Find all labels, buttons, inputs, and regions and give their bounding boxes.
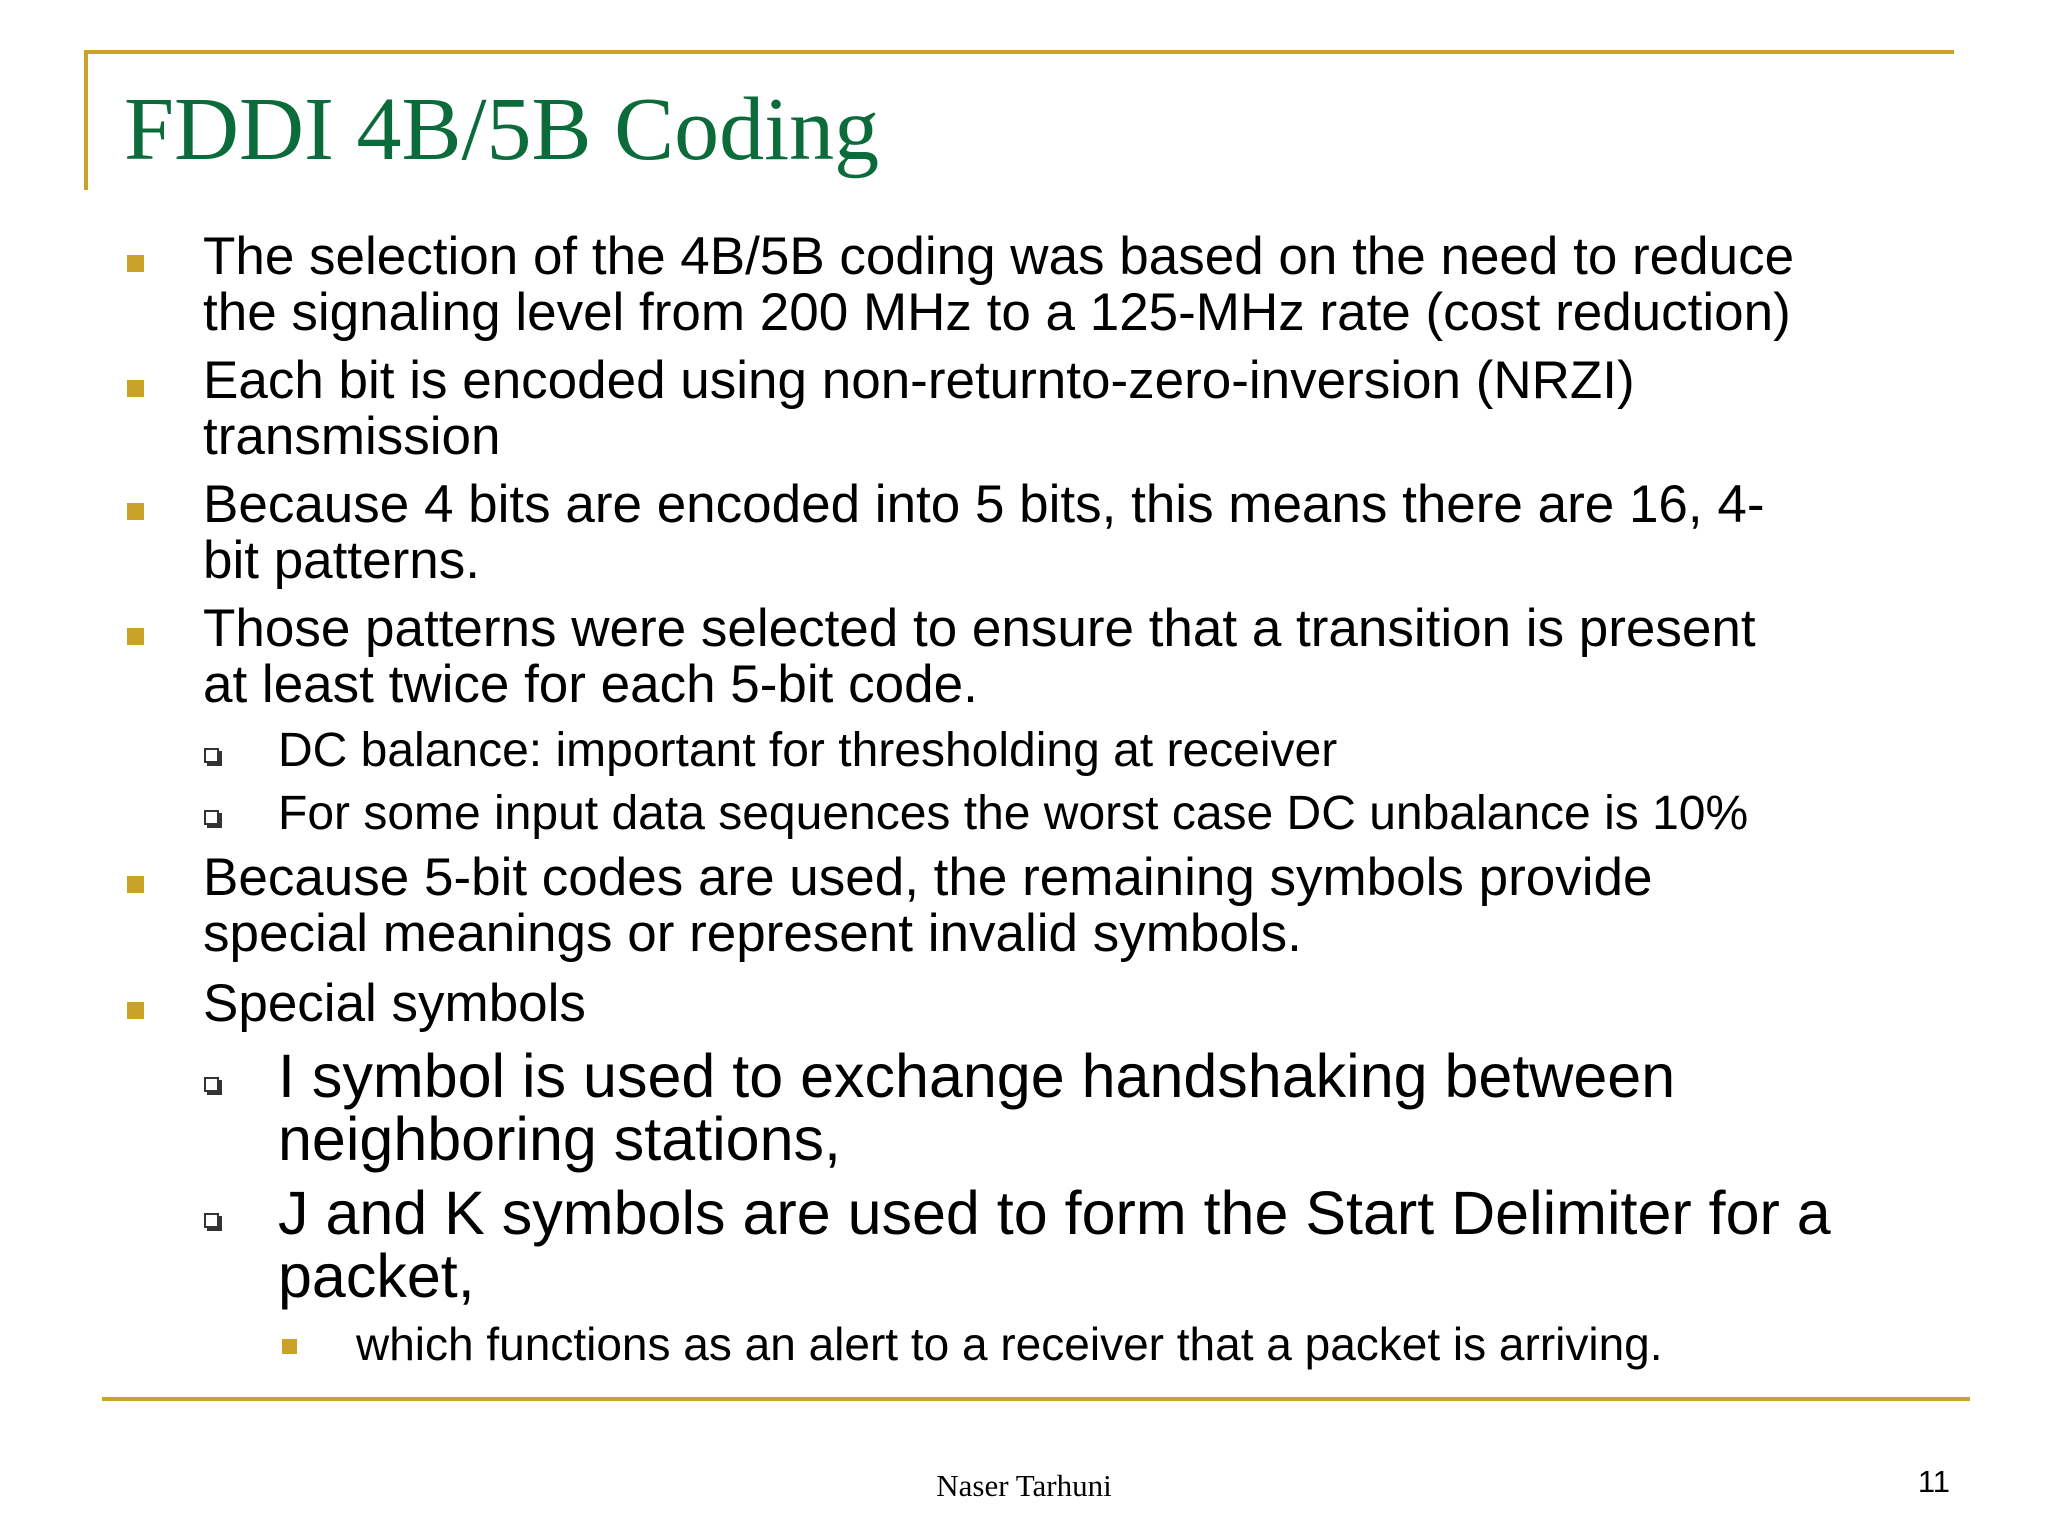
bullet-text-line: Each bit is encoded using non-returnto-zero-inversion (NRZI) — [203, 351, 1635, 410]
page-number: 11 — [1917, 1464, 1950, 1499]
square-bullet-icon — [127, 1002, 144, 1019]
sub-bullet-text-line: DC balance: important for thresholding at receiver — [278, 724, 1338, 777]
sub-bullet-text-line: I symbol is used to exchange handshaking between — [278, 1042, 1676, 1110]
sub-bullet-text-line: packet, — [278, 1242, 475, 1310]
slide-title: FDDI 4B/5B Coding — [124, 80, 880, 179]
square-bullet-icon — [127, 503, 144, 520]
hollow-square-bullet-icon — [204, 748, 219, 763]
bullet-text-line: at least twice for each 5-bit code. — [203, 655, 978, 714]
sub-bullet-text-line: neighboring stations, — [278, 1105, 841, 1173]
hollow-square-bullet-icon — [204, 1077, 219, 1092]
sub-bullet-text-line: J and K symbols are used to form the Start Delimiter for a — [278, 1179, 1831, 1247]
sub-bullet-text-line: For some input data sequences the worst case DC unbalance is 10% — [278, 787, 1749, 840]
hollow-square-bullet-icon — [204, 810, 219, 825]
bullet-text-line: Because 4 bits are encoded into 5 bits, this means there are 16, 4- — [203, 475, 1765, 534]
square-bullet-icon — [282, 1339, 297, 1354]
bullet-text-line: The selection of the 4B/5B coding was based on the need to reduce — [203, 227, 1795, 286]
bullet-text-line: Those patterns were selected to ensure that a transition is present — [203, 599, 1756, 658]
square-bullet-icon — [127, 255, 144, 272]
bullet-text-line: transmission — [203, 407, 501, 466]
bullet-text-line: Because 5-bit codes are used, the remaining symbols provide — [203, 848, 1653, 907]
bullet-text-line: the signaling level from 200 MHz to a 125-MHz rate (cost reduction) — [203, 283, 1791, 342]
bullet-text-line: special meanings or represent invalid symbols. — [203, 904, 1302, 963]
bullet-text-line: Special symbols — [203, 974, 586, 1033]
hollow-square-bullet-icon — [204, 1213, 219, 1228]
bullet-text-line: bit patterns. — [203, 531, 480, 590]
bottom-rule — [102, 1397, 1970, 1401]
sub-sub-bullet-text-line: which functions as an alert to a receiver that a packet is arriving. — [356, 1318, 1663, 1370]
footer-author: Naser Tarhuni — [936, 1468, 1112, 1503]
square-bullet-icon — [127, 380, 144, 397]
square-bullet-icon — [127, 876, 144, 893]
square-bullet-icon — [127, 628, 144, 645]
